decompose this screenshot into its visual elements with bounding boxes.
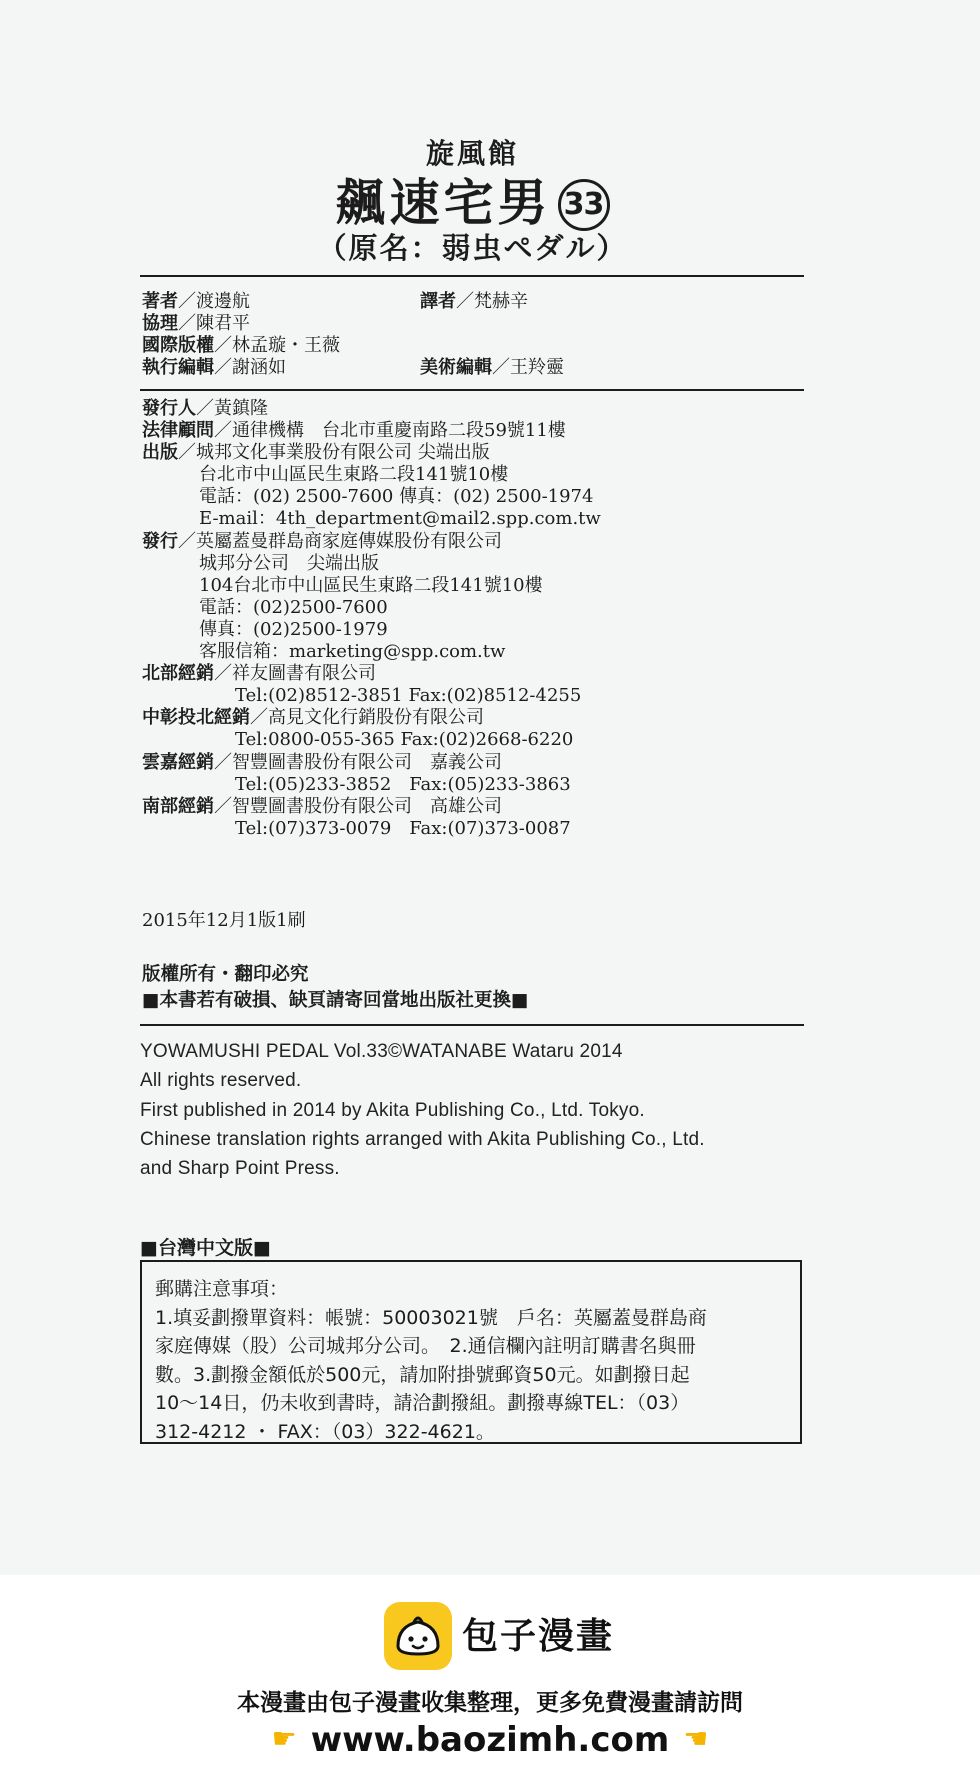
- yunjia-label: 雲嘉經銷: [142, 751, 214, 773]
- publish-email: E-mail：4th_department@mail2.spp.com.tw: [199, 508, 601, 530]
- credit-author-label: 著者: [142, 291, 178, 312]
- volume-number: 33: [558, 179, 610, 231]
- distribute-branch: 城邦分公司 尖端出版: [199, 552, 379, 574]
- taiwan-edition-label: ■台灣中文版■: [140, 1237, 271, 1259]
- english-copyright-3: First published in 2014 by Akita Publishing Co., Ltd. Tokyo.: [140, 1100, 645, 1121]
- english-copyright-5: and Sharp Point Press.: [140, 1158, 340, 1179]
- central-contact: Tel:0800-055-365 Fax:(02)2668-6220: [235, 729, 574, 751]
- original-title: （原名：弱虫ペダル）: [317, 231, 628, 265]
- south-value: 智豐圖書股份有限公司 高雄公司: [232, 795, 502, 817]
- credit-assistant-value: 陳君平: [196, 313, 250, 334]
- publish-line: 出版／城邦文化事業股份有限公司 尖端出版: [142, 442, 490, 464]
- legal-label: 法律顧問: [142, 420, 214, 442]
- english-copyright-4: Chinese translation rights arranged with Akita Publishing Co., Ltd.: [140, 1129, 705, 1150]
- rights-notice: 版權所有・翻印必究: [142, 964, 309, 985]
- damage-notice-text: 本書若有破損、缺頁請寄回當地出版社更換: [159, 990, 511, 1011]
- distribute-service-email: 客服信箱：marketing@spp.com.tw: [199, 641, 506, 663]
- issuer-line: 發行人／黃鎮隆: [142, 398, 268, 419]
- notice-line: 家庭傳媒（股）公司城邦分公司。 2.通信欄內註明訂購書名與冊: [155, 1335, 696, 1357]
- central-label: 中彰投北經銷: [142, 707, 250, 729]
- notice-line: 312-4212 ・ FAX：（03）322-4621。: [155, 1420, 495, 1443]
- south-label: 南部經銷: [142, 795, 214, 817]
- mail-order-notice: [140, 1260, 802, 1444]
- notice-title: 郵購注意事項：: [155, 1278, 289, 1300]
- notice-line: 1.填妥劃撥單資料：帳號：50003021號 戶名：英屬蓋曼群島商: [155, 1306, 707, 1329]
- yunjia-contact: Tel:(05)233-3852 Fax:(05)233-3863: [235, 773, 571, 795]
- banner-url-row: [0, 1720, 980, 1760]
- distribute-phone: 電話：(02)2500-7600: [199, 596, 388, 618]
- credit-assistant: 協理／陳君平: [142, 313, 250, 334]
- distribute-line: 發行／英屬蓋曼群島商家庭傳媒股份有限公司: [142, 530, 502, 552]
- credit-exec-editor-value: 謝涵如: [232, 357, 286, 378]
- book-title-text: 飆速宅男: [335, 174, 552, 232]
- central-value: 高見文化行銷股份有限公司: [268, 707, 484, 729]
- edition-date: 2015年12月1版1刷: [142, 910, 306, 931]
- english-copyright-1: YOWAMUSHI PEDAL Vol.33©WATANABE Wataru 2014: [140, 1041, 623, 1062]
- credit-translator: 譯者／梵赫辛: [420, 291, 528, 312]
- notice-line: 10～14日，仍未收到書時，請洽劃撥組。劃撥專線TEL：（03）: [155, 1392, 690, 1414]
- distribute-fax: 傳真：(02)2500-1979: [199, 618, 388, 640]
- credit-assistant-label: 協理: [142, 313, 178, 334]
- credit-translator-label: 譯者: [420, 291, 456, 312]
- credit-translator-value: 梵赫辛: [474, 291, 528, 312]
- baozi-logo-icon: [384, 1602, 452, 1670]
- banner-tagline: 本漫畫由包子漫畫收集整理，更多免費漫畫請訪問: [237, 1690, 743, 1716]
- issuer-value: 黃鎮隆: [214, 398, 268, 419]
- credit-intl-rights-label: 國際版權: [142, 335, 214, 356]
- distribute-address: 104台北市中山區民生東路二段141號10樓: [199, 574, 543, 596]
- north-contact: Tel:(02)8512-3851 Fax:(02)8512-4255: [235, 685, 582, 707]
- divider-credits: [140, 389, 804, 391]
- north-value: 祥友圖書有限公司: [232, 663, 376, 685]
- south-contact: Tel:(07)373-0079 Fax:(07)373-0087: [235, 817, 571, 839]
- damage-notice: ■本書若有破損、缺頁請寄回當地出版社更換■: [142, 990, 529, 1011]
- distribute-label: 發行: [142, 530, 178, 552]
- credit-art-editor-label: 美術編輯: [420, 357, 492, 378]
- distribute-value: 英屬蓋曼群島商家庭傳媒股份有限公司: [196, 530, 502, 552]
- notice-line: 數。3.劃撥金額低於500元，請加附掛號郵資50元。如劃撥日起: [155, 1363, 690, 1386]
- book-title: [0, 163, 945, 235]
- yunjia-value: 智豐圖書股份有限公司 嘉義公司: [232, 751, 502, 773]
- credit-author-value: 渡邊航: [196, 291, 250, 312]
- credit-exec-editor: 執行編輯／謝涵如: [142, 357, 286, 378]
- south-distributor: 南部經銷／智豐圖書股份有限公司 高雄公司: [142, 795, 502, 817]
- site-url-link[interactable]: www.baozimh.com: [310, 1720, 670, 1760]
- credit-art-editor-value: 王羚靈: [510, 357, 564, 378]
- publish-label: 出版: [142, 442, 178, 464]
- north-label: 北部經銷: [142, 663, 214, 685]
- publish-value: 城邦文化事業股份有限公司 尖端出版: [196, 442, 490, 464]
- baozi-face-icon: [384, 1602, 452, 1670]
- divider-top: [140, 275, 804, 277]
- credit-exec-editor-label: 執行編輯: [142, 357, 214, 378]
- publish-address: 台北市中山區民生東路二段141號10樓: [199, 464, 509, 486]
- pointing-left-icon: ☚: [683, 1722, 709, 1755]
- pointing-right-icon: ☛: [271, 1722, 297, 1755]
- legal-line: 法律顧問／通律機構 台北市重慶南路二段59號11樓: [142, 420, 566, 442]
- credit-author: 著者／渡邊航: [142, 291, 250, 312]
- brand-name: 包子漫畫: [462, 1616, 615, 1657]
- yunjia-distributor: 雲嘉經銷／智豐圖書股份有限公司 嘉義公司: [142, 751, 502, 773]
- central-distributor: 中彰投北經銷／高見文化行銷股份有限公司: [142, 707, 484, 729]
- taiwan-edition-text: 台灣中文版: [157, 1237, 253, 1259]
- divider-rights: [140, 1024, 804, 1026]
- english-copyright-2: All rights reserved.: [140, 1070, 302, 1091]
- publisher-imprint: 旋風館: [425, 137, 519, 170]
- north-distributor: 北部經銷／祥友圖書有限公司: [142, 663, 376, 685]
- publish-phone: 電話：(02) 2500-7600 傳真：(02) 2500-1974: [199, 486, 594, 508]
- credit-intl-rights: 國際版權／林孟璇・王薇: [142, 335, 340, 356]
- credit-intl-rights-value: 林孟璇・王薇: [232, 335, 340, 356]
- issuer-label: 發行人: [142, 398, 196, 419]
- publishing-info: [142, 398, 601, 840]
- legal-value: 通律機構 台北市重慶南路二段59號11樓: [232, 420, 566, 442]
- credit-art-editor: 美術編輯／王羚靈: [420, 357, 564, 378]
